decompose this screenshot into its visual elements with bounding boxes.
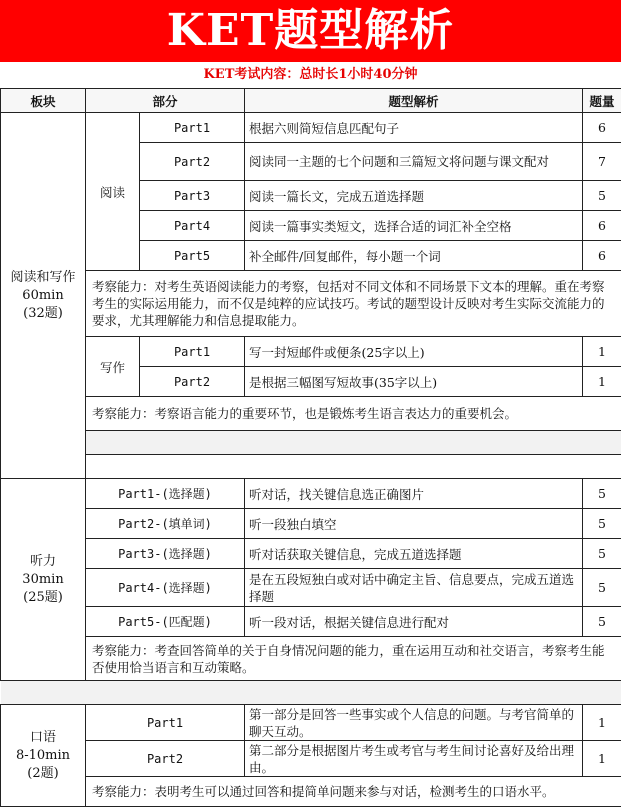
section-label-line: 30min	[22, 571, 64, 587]
title-banner	[0, 0, 621, 62]
desc-cell: 是在五段短独白或对话中确定主旨、信息要点，完成五道选择题	[245, 569, 583, 607]
section-gap	[1, 455, 621, 479]
section-gap	[1, 431, 621, 455]
writing-label: 写作	[86, 337, 140, 397]
table-row	[1, 397, 621, 431]
listening-note: 考察能力：考查回答简单的关于自身情况问题的能力，重在运用互动和社交语言，考察考生能否使用恰当语言和互动策略。	[86, 637, 621, 681]
section-label-line: 8-10min	[15, 747, 71, 763]
desc-cell: 第二部分是根据图片考生或考官与考生间讨论喜好及给出理由。	[245, 741, 583, 777]
table-row	[1, 113, 621, 143]
reading-label: 阅读	[86, 113, 140, 271]
table-row	[1, 777, 621, 807]
section-label-line: 口语	[29, 729, 56, 745]
part-cell: Part2-(填单词)	[86, 509, 245, 539]
part-cell: Part4-(选择题)	[86, 569, 245, 607]
header-row	[1, 89, 621, 113]
table-row	[1, 569, 621, 607]
part-cell: Part5	[140, 241, 245, 271]
count-cell: 1	[583, 337, 621, 367]
section-gap	[1, 681, 621, 705]
desc-cell: 写一封短邮件或便条(25字以上)	[245, 337, 583, 367]
desc-cell: 阅读同一主题的七个问题和三篇短文将问题与课文配对	[245, 143, 583, 181]
section-label-reading-writing	[1, 113, 86, 479]
header-section: 板块	[1, 89, 86, 113]
section-label-line: 60min	[22, 287, 64, 303]
count-cell: 1	[583, 705, 621, 741]
section-label-line: (32题)	[23, 305, 63, 321]
part-cell: Part5-(匹配题)	[86, 607, 245, 637]
gap-cell	[86, 431, 621, 455]
count-cell: 5	[583, 509, 621, 539]
section-label-line: 听力	[29, 553, 56, 569]
section-label-listening	[1, 479, 86, 681]
table-row	[1, 607, 621, 637]
table-row	[1, 509, 621, 539]
table-row	[1, 705, 621, 741]
section-label-line: 阅读和写作	[10, 269, 76, 285]
count-cell: 5	[583, 607, 621, 637]
part-cell: Part1	[86, 705, 245, 741]
header-part: 部分	[86, 89, 245, 113]
section-label-line: (2题)	[27, 765, 59, 781]
desc-cell: 根据六则简短信息匹配句子	[245, 113, 583, 143]
part-cell: Part2	[140, 367, 245, 397]
part-cell: Part2	[86, 741, 245, 777]
part-cell: Part1-(选择题)	[86, 479, 245, 509]
speaking-note: 考察能力：表明考生可以通过回答和提简单问题来参与对话，检测考生的口语水平。	[86, 777, 621, 807]
table-row	[1, 337, 621, 367]
desc-cell: 第一部分是回答一些事实或个人信息的问题。与考官简单的聊天互动。	[245, 705, 583, 741]
count-cell: 6	[583, 113, 621, 143]
table-row	[1, 741, 621, 777]
desc-cell: 阅读一篇长文，完成五道选择题	[245, 181, 583, 211]
count-cell: 6	[583, 211, 621, 241]
header-count: 题量	[583, 89, 621, 113]
count-cell: 7	[583, 143, 621, 181]
part-cell: Part1	[140, 337, 245, 367]
count-cell: 6	[583, 241, 621, 271]
desc-cell: 听一段对话，根据关键信息进行配对	[245, 607, 583, 637]
section-label-speaking	[1, 705, 86, 807]
part-cell: Part2	[140, 143, 245, 181]
part-cell: Part4	[140, 211, 245, 241]
gap-cell	[86, 455, 621, 479]
count-cell: 5	[583, 181, 621, 211]
table-row	[1, 271, 621, 337]
reading-note: 考察能力：对考生英语阅读能力的考察，包括对不同文体和不同场景下文本的理解。重在考察考生的实际运用能力，而不仅是纯粹的应试技巧。考试的题型设计反映对考生实际交流能力的要求，尤其理解能力和信息提取能力。	[86, 271, 621, 337]
desc-cell: 阅读一篇事实类短文，选择合适的词汇补全空格	[245, 211, 583, 241]
desc-cell: 听一段独白填空	[245, 509, 583, 539]
part-cell: Part3-(选择题)	[86, 539, 245, 569]
section-label-line: (25题)	[23, 589, 63, 605]
header-analysis: 题型解析	[245, 89, 583, 113]
desc-cell: 补全邮件/回复邮件，每小题一个词	[245, 241, 583, 271]
desc-cell: 听对话，找关键信息选正确图片	[245, 479, 583, 509]
count-cell: 5	[583, 479, 621, 509]
table-row	[1, 539, 621, 569]
exam-subtitle: KET考试内容：总时长1小时40分钟	[203, 67, 418, 82]
writing-note: 考察能力：考察语言能力的重要环节，也是锻炼考生语言表达力的重要机会。	[86, 397, 621, 431]
exam-table	[0, 88, 621, 807]
count-cell: 5	[583, 569, 621, 607]
count-cell: 1	[583, 741, 621, 777]
gap-cell	[1, 681, 621, 705]
count-cell: 5	[583, 539, 621, 569]
part-cell: Part1	[140, 113, 245, 143]
table-row	[1, 479, 621, 509]
part-cell: Part3	[140, 181, 245, 211]
desc-cell: 听对话获取关键信息，完成五道选择题	[245, 539, 583, 569]
count-cell: 1	[583, 367, 621, 397]
table-row	[1, 637, 621, 681]
desc-cell: 是根据三幅图写短故事(35字以上)	[245, 367, 583, 397]
page-title: KET题型解析	[166, 5, 455, 56]
